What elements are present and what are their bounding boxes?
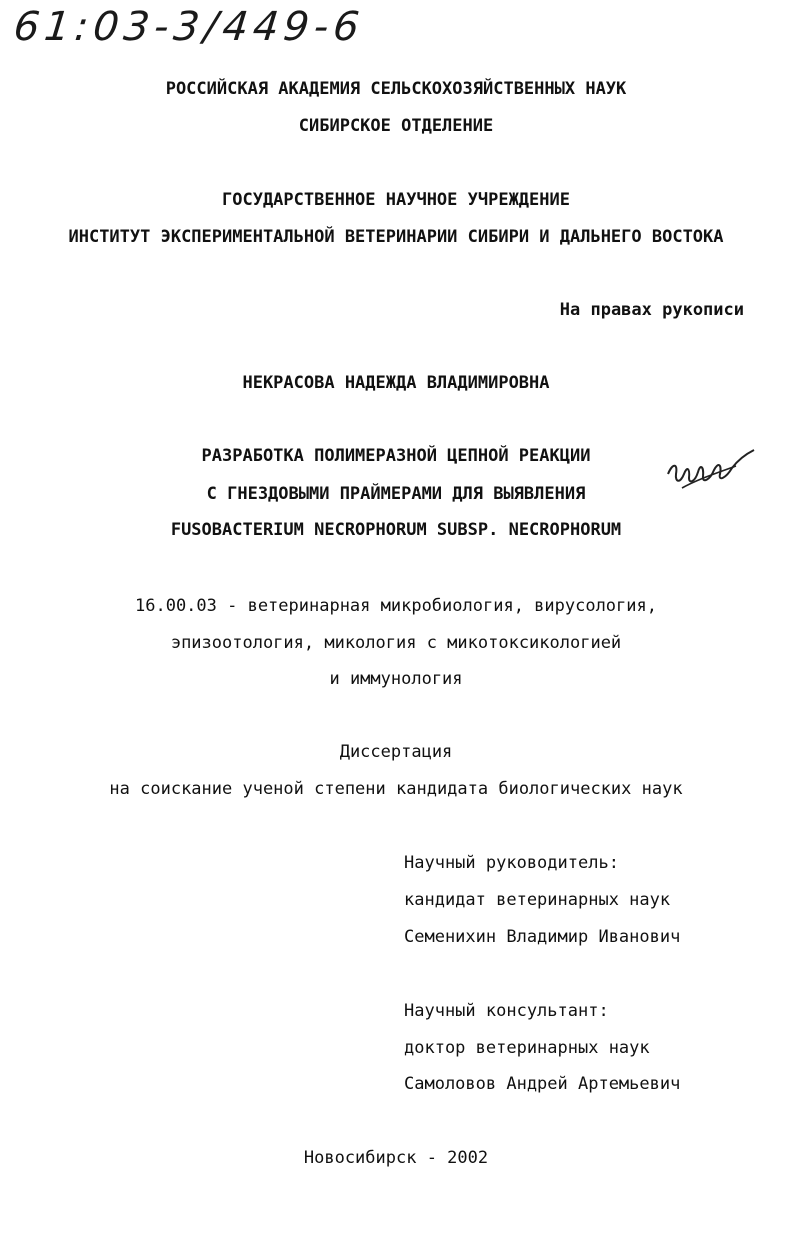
title-line-1: РАЗРАБОТКА ПОЛИМЕРАЗНОЙ ЦЕПНОЙ РЕАКЦИИ <box>201 446 591 466</box>
branch-name: СИБИРСКОЕ ОТДЕЛЕНИЕ <box>298 116 494 136</box>
supervisor-degree: кандидат ветеринарных наук <box>404 890 671 910</box>
institution-type: ГОСУДАРСТВЕННОЕ НАУЧНОЕ УЧРЕЖДЕНИЕ <box>222 190 570 210</box>
dissertation-label: Диссертация <box>339 742 453 762</box>
author-name: НЕКРАСОВА НАДЕЖДА ВЛАДИМИРОВНА <box>242 373 550 393</box>
specialty-line-3: и иммунология <box>329 669 463 689</box>
title-line-2: С ГНЕЗДОВЫМИ ПРАЙМЕРАМИ ДЛЯ ВЫЯВЛЕНИЯ <box>206 484 586 504</box>
consultant-name: Самоловов Андрей Артемьевич <box>404 1074 681 1094</box>
academy-name: РОССИЙСКАЯ АКАДЕМИЯ СЕЛЬСКОХОЗЯЙСТВЕННЫХ НАУК <box>165 79 627 99</box>
title-line-3: FUSOBACTERIUM NECROPHORUM SUBSP. NECROPHORUM <box>170 520 622 540</box>
specialty-line-1: 16.00.03 - ветеринарная микробиология, вирусология, <box>135 596 657 616</box>
consultant-role: Научный консультант: <box>404 1001 609 1021</box>
signature-mark <box>662 444 758 496</box>
supervisor-role: Научный руководитель: <box>404 853 619 873</box>
institute-name: ИНСТИТУТ ЭКСПЕРИМЕНТАЛЬНОЙ ВЕТЕРИНАРИИ СИБИРИ И ДАЛЬНЕГО ВОСТОКА <box>68 227 724 247</box>
specialty-line-2: эпизоотология, микология с микотоксикологией <box>170 633 622 653</box>
place-year: Новосибирск - 2002 <box>303 1148 489 1168</box>
manuscript-rights: На правах рукописи <box>559 300 744 320</box>
consultant-degree: доктор ветеринарных наук <box>404 1038 650 1058</box>
supervisor-name: Семенихин Владимир Иванович <box>404 927 681 947</box>
degree-line: на соискание ученой степени кандидата биологических наук <box>109 779 683 799</box>
archive-number-handwritten: 61:03-3/449-6 <box>11 4 367 50</box>
